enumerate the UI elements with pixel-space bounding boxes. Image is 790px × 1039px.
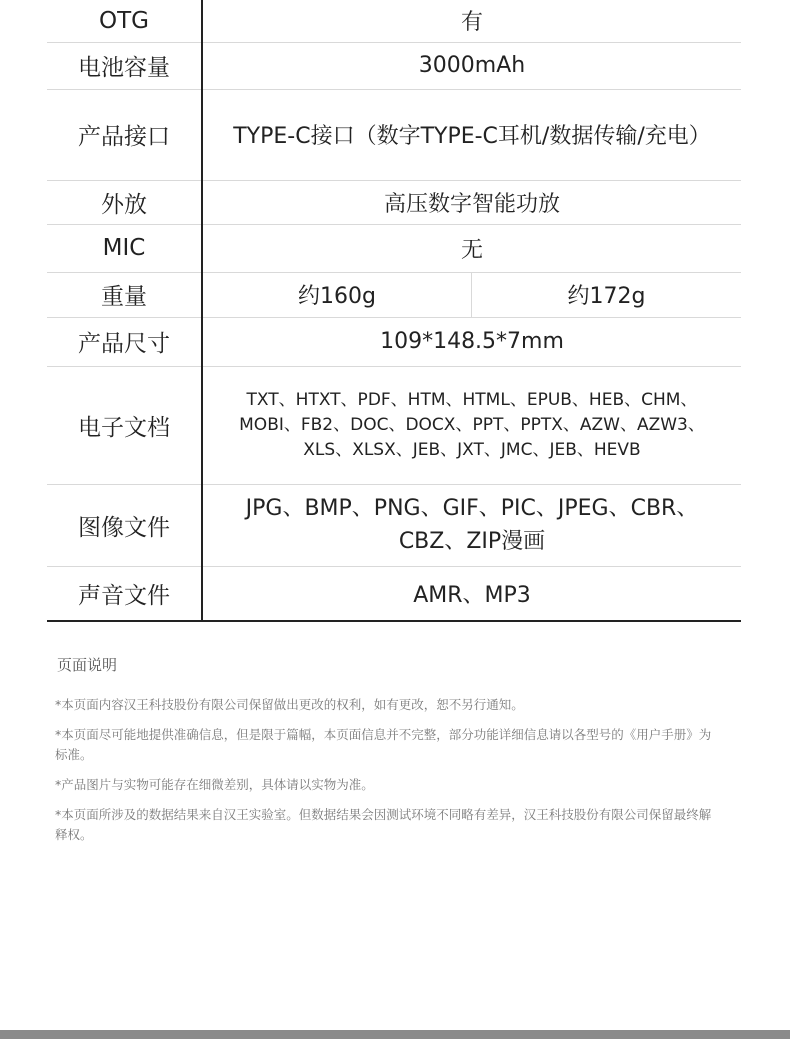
spec-row-documents [47,366,741,484]
spec-row-audio [47,566,741,621]
footer-bar [0,1030,790,1039]
spec-label: 声音文件 [47,566,202,621]
spec-value: 109*148.5*7mm [202,317,741,366]
spec-value-b: 约172g [472,272,742,317]
spec-row-images [47,484,741,566]
spec-label: 电池容量 [47,42,202,89]
document-formats-line: TXT、HTXT、PDF、HTM、HTML、EPUB、HEB、CHM、 [246,389,698,410]
spec-value [202,366,741,484]
spec-value: AMR、MP3 [202,566,741,621]
spec-label: OTG [47,0,202,42]
spec-value: 3000mAh [202,42,741,89]
spec-value: 无 [202,224,741,272]
image-formats-line: CBZ、ZIP漫画 [398,529,546,554]
note-item: *本页面尽可能地提供准确信息，但是限于篇幅，本页面信息并不完整，部分功能详细信息请以各型号的《用户手册》为标准。 [55,727,712,762]
spec-row-speaker [47,180,741,224]
spec-value: 高压数字智能功放 [202,180,741,224]
image-formats-line: JPG、BMP、PNG、GIF、PIC、JPEG、CBR、 [245,496,699,521]
spec-row-weight [47,272,741,317]
spec-row-battery [47,42,741,89]
spec-row-mic [47,224,741,272]
spec-row-size [47,317,741,366]
spec-row-port [47,89,741,180]
spec-label: MIC [47,224,202,272]
note-item: *本页面内容汉王科技股份有限公司保留做出更改的权利，如有更改，恕不另行通知。 [55,697,524,712]
spec-label: 电子文档 [47,366,202,484]
spec-value: 有 [202,0,741,42]
spec-value: TYPE-C接口（数字TYPE-C耳机/数据传输/充电） [202,89,741,180]
spec-label: 图像文件 [47,484,202,566]
spec-table [47,0,741,622]
spec-label: 外放 [47,180,202,224]
document-formats-line: XLS、XLSX、JEB、JXT、JMC、JEB、HEVB [303,439,641,460]
page-notes [55,654,715,855]
spec-label: 产品尺寸 [47,317,202,366]
spec-value [202,484,741,566]
spec-value-a: 约160g [202,272,472,317]
spec-row-otg [47,0,741,42]
document-formats-line: MOBI、FB2、DOC、DOCX、PPT、PPTX、AZW、AZW3、 [239,414,705,435]
note-item: *本页面所涉及的数据结果来自汉王实验室。但数据结果会因测试环境不同略有差异，汉王科技股份有限公司保留最终解释权。 [55,807,712,842]
spec-label: 重量 [47,272,202,317]
notes-title: 页面说明 [57,656,118,674]
note-item: *产品图片与实物可能存在细微差别，具体请以实物为准。 [55,777,374,792]
spec-label: 产品接口 [47,89,202,180]
